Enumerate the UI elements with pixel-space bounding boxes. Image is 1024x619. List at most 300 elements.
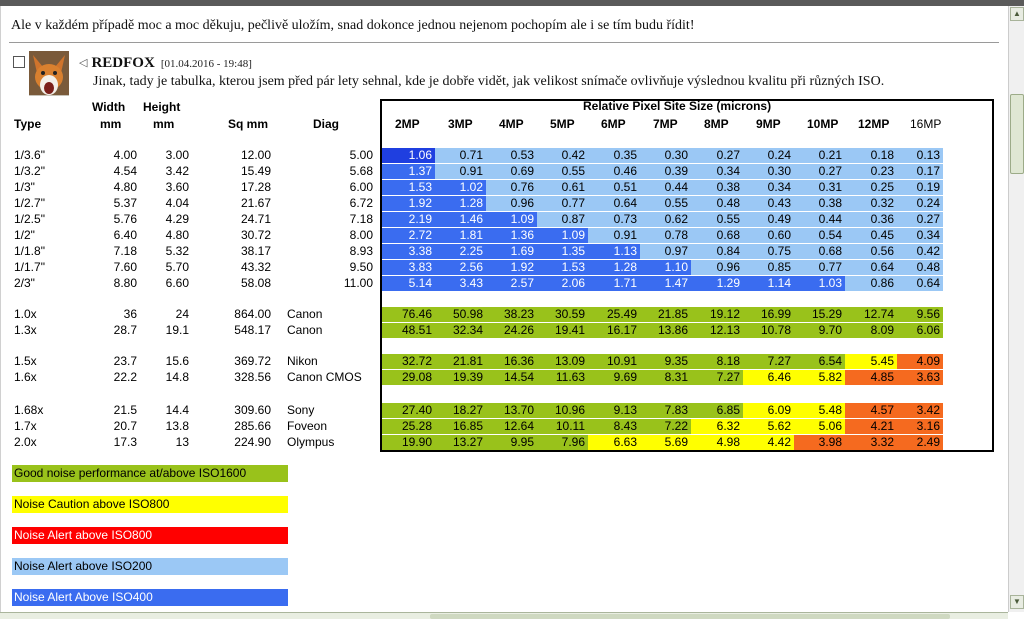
vertical-scrollbar[interactable] [1008,6,1024,612]
pixel-size-cell: 0.64 [588,196,640,211]
pixel-size-cell: 6.54 [794,354,845,369]
mp-header-7mp: 7MP [653,117,678,131]
row-diag: 5.68 [349,164,373,178]
row-sqmm: 43.32 [240,260,271,274]
pixel-size-cell: 0.75 [743,244,794,259]
row-diag: Foveon [287,419,328,433]
row-sqmm: 224.90 [234,435,271,449]
pixel-size-cell: 9.35 [640,354,691,369]
row-sqmm: 285.66 [234,419,271,433]
pixel-size-cell: 25.28 [382,419,435,434]
pixel-size-cell: 19.90 [382,435,435,450]
pixel-size-cell: 0.76 [486,180,537,195]
pixel-size-cell: 32.72 [382,354,435,369]
pixel-size-cell: 0.45 [845,228,897,243]
row-diag: Sony [287,403,315,417]
mp-header-10mp: 10MP [807,117,839,131]
pixel-size-cell: 1.71 [588,276,640,291]
pixel-size-cell: 16.85 [435,419,486,434]
row-width: 28.7 [113,323,137,337]
pixel-size-cell: 3.83 [382,260,435,275]
pixel-size-cell: 0.43 [743,196,794,211]
mp-header-6mp: 6MP [601,117,626,131]
col-header-height-unit: mm [153,117,175,131]
row-sqmm: 30.72 [240,228,271,242]
pixel-size-cell: 0.68 [691,228,743,243]
row-height: 13.8 [165,419,189,433]
pixel-size-cell: 7.27 [691,370,743,385]
col-header-diag: Diag [313,117,340,131]
pixel-size-cell: 9.13 [588,403,640,418]
pixel-size-cell: 0.55 [537,164,588,179]
row-type: 1.7x [14,419,37,433]
pixel-size-cell: 2.56 [435,260,486,275]
pixel-size-cell: 1.36 [486,228,537,243]
row-diag: 8.93 [349,244,373,258]
pixel-size-cell: 0.49 [743,212,794,227]
pixel-size-cell: 29.08 [382,370,435,385]
pixel-size-cell: 4.85 [845,370,897,385]
pixel-size-cell: 0.91 [435,164,486,179]
pixel-size-cell: 5.06 [794,419,845,434]
fox-avatar-icon [29,51,69,101]
pixel-size-cell: 19.39 [435,370,486,385]
pixel-size-cell: 4.57 [845,403,897,418]
pixel-size-cell: 7.22 [640,419,691,434]
pixel-size-cell: 3.16 [897,419,943,434]
pixel-size-cell: 0.30 [743,164,794,179]
pixel-size-cell: 6.06 [897,323,943,338]
row-type: 2/3" [14,276,35,290]
pixel-size-cell: 0.24 [897,196,943,211]
pixel-size-cell: 5.82 [794,370,845,385]
pixel-size-cell: 1.81 [435,228,486,243]
pixel-size-cell: 16.99 [743,307,794,322]
pixel-size-cell: 19.41 [537,323,588,338]
row-separator [382,386,993,402]
pixel-size-cell: 10.96 [537,403,588,418]
row-diag: Canon [287,323,323,337]
pixel-size-cell: 0.54 [794,228,845,243]
pixel-size-cell: 1.09 [486,212,537,227]
row-diag: 5.00 [349,148,373,162]
row-width: 36 [123,307,137,321]
row-sqmm: 21.67 [240,196,271,210]
pixel-size-cell: 8.18 [691,354,743,369]
row-width: 17.3 [113,435,137,449]
horizontal-scrollbar[interactable] [0,612,1008,619]
legend-item: Noise Alert Above ISO400 [12,589,288,606]
row-width: 4.80 [113,180,137,194]
row-height: 3.42 [165,164,189,178]
col-header-width-unit: mm [100,117,122,131]
reply-header [79,54,252,72]
pixel-size-cell: 3.63 [897,370,943,385]
pixel-size-cell: 1.29 [691,276,743,291]
pixel-size-cell: 16.17 [588,323,640,338]
scroll-up-icon[interactable]: ▲ [1010,7,1024,21]
legend-item: Noise Alert above ISO800 [12,527,288,544]
pixel-size-cell: 10.78 [743,323,794,338]
row-width: 7.18 [113,244,137,258]
pixel-size-cell: 0.35 [588,148,640,163]
pixel-size-cell: 7.83 [640,403,691,418]
row-height: 14.8 [165,370,189,384]
pixel-size-cell: 9.56 [897,307,943,322]
pixel-size-cell: 6.85 [691,403,743,418]
pixel-size-cell: 0.18 [845,148,897,163]
pixel-size-cell: 0.87 [537,212,588,227]
pixel-size-cell: 0.34 [743,180,794,195]
pixel-size-cell: 0.64 [845,260,897,275]
pixel-size-cell: 32.34 [435,323,486,338]
pixel-size-cell: 6.32 [691,419,743,434]
pixel-size-cell: 3.42 [897,403,943,418]
pixel-size-cell: 0.96 [691,260,743,275]
row-width: 21.5 [113,403,137,417]
pixel-size-cell: 21.81 [435,354,486,369]
pixel-size-cell: 0.77 [794,260,845,275]
col-header-type: Type [14,117,42,131]
pixel-size-cell: 1.53 [537,260,588,275]
pixel-size-cell: 1.03 [794,276,845,291]
pixel-size-cell: 0.17 [897,164,943,179]
row-sqmm: 24.71 [240,212,271,226]
pixel-size-cell: 1.46 [435,212,486,227]
pixel-size-cell: 0.23 [845,164,897,179]
author-name[interactable]: REDFOX [91,55,155,71]
pixel-size-cell: 0.38 [794,196,845,211]
row-diag: 6.72 [349,196,373,210]
pixel-size-cell: 10.91 [588,354,640,369]
pixel-size-cell: 9.69 [588,370,640,385]
row-width: 5.76 [113,212,137,226]
pixel-size-cell: 0.30 [640,148,691,163]
row-height: 13 [175,435,189,449]
row-height: 3.00 [165,148,189,162]
pixel-size-cell: 1.13 [588,244,640,259]
pixel-size-cell: 50.98 [435,307,486,322]
pixel-size-cell: 21.85 [640,307,691,322]
pixel-size-cell: 0.46 [588,164,640,179]
pixel-size-cell: 4.42 [743,435,794,450]
row-type: 1/2" [14,228,35,242]
pixel-size-cell: 1.92 [486,260,537,275]
pixel-size-cell: 0.55 [640,196,691,211]
row-height: 14.4 [165,403,189,417]
pixel-size-cell: 18.27 [435,403,486,418]
pixel-size-cell: 0.19 [897,180,943,195]
row-sqmm: 17.28 [240,180,271,194]
pixel-size-cell: 0.96 [486,196,537,211]
pixel-size-cell: 0.39 [640,164,691,179]
pixel-size-cell: 0.91 [588,228,640,243]
pixel-size-cell: 2.25 [435,244,486,259]
pixel-size-cell: 2.49 [897,435,943,450]
row-diag: 7.18 [349,212,373,226]
row-type: 1.3x [14,323,37,337]
row-diag: Canon CMOS [287,370,362,384]
pixel-size-cell: 7.96 [537,435,588,450]
row-sqmm: 864.00 [234,307,271,321]
pixel-size-cell: 0.78 [640,228,691,243]
pixel-size-cell: 9.70 [794,323,845,338]
col-header-height: Height [143,100,181,114]
mp-header-8mp: 8MP [704,117,729,131]
pixel-size-cell: 76.46 [382,307,435,322]
post-date: [01.04.2016 - 19:48] [160,58,252,70]
pixel-size-cell: 0.42 [537,148,588,163]
row-height: 4.29 [165,212,189,226]
pixel-size-cell: 1.06 [382,148,435,163]
row-separator [382,339,993,353]
pixel-size-cell: 13.09 [537,354,588,369]
pixel-size-cell: 0.64 [897,276,943,291]
pixel-size-cell: 8.43 [588,419,640,434]
pixel-size-cell: 30.59 [537,307,588,322]
pixel-size-cell: 0.97 [640,244,691,259]
pixel-size-cell: 3.32 [845,435,897,450]
row-type: 1/3.2" [14,164,45,178]
relative-pixel-header: Relative Pixel Site Size (microns) [583,99,772,113]
row-width: 4.00 [113,148,137,162]
pixel-size-cell: 5.45 [845,354,897,369]
pixel-size-cell: 4.21 [845,419,897,434]
row-type: 1.5x [14,354,37,368]
pixel-size-cell: 2.57 [486,276,537,291]
pixel-size-cell: 48.51 [382,323,435,338]
pixel-size-cell: 1.53 [382,180,435,195]
pixel-size-cell: 0.69 [486,164,537,179]
row-width: 5.37 [113,196,137,210]
row-type: 2.0x [14,435,37,449]
row-height: 5.32 [165,244,189,258]
row-diag: Canon [287,307,323,321]
pixel-size-cell: 0.71 [435,148,486,163]
pixel-size-cell: 6.63 [588,435,640,450]
pixel-size-cell: 19.12 [691,307,743,322]
pixel-size-cell: 3.98 [794,435,845,450]
pixel-size-cell: 13.86 [640,323,691,338]
pixel-size-cell: 0.25 [845,180,897,195]
row-width: 4.54 [113,164,137,178]
col-header-width: Width [92,100,126,114]
post-divider [9,42,999,43]
row-width: 6.40 [113,228,137,242]
reply-text: Jinak, tady je tabulka, kterou jsem před pár lety sehnal, kde je dobře vidět, jak velikost snímače ovlivňuje výslednou kvalitu při různých ISO. [93,74,885,89]
pixel-size-cell: 15.29 [794,307,845,322]
scroll-down-icon[interactable]: ▼ [1010,595,1024,609]
pixel-size-cell: 0.51 [588,180,640,195]
row-separator [382,292,993,306]
row-type: 1.6x [14,370,37,384]
pixel-size-cell: 6.46 [743,370,794,385]
mp-header-12mp: 12MP [858,117,890,131]
user-avatar[interactable] [29,51,69,101]
legend-item: Noise Alert above ISO200 [12,558,288,575]
row-height: 3.60 [165,180,189,194]
pixel-size-cell: 2.72 [382,228,435,243]
row-type: 1/3.6" [14,148,45,162]
pixel-size-cell: 0.53 [486,148,537,163]
pixel-size-cell: 10.11 [537,419,588,434]
row-height: 19.1 [165,323,189,337]
pixel-size-cell: 0.24 [743,148,794,163]
legend-item: Noise Caution above ISO800 [12,496,288,513]
pixel-size-cell: 0.77 [537,196,588,211]
row-diag: Olympus [287,435,335,449]
pixel-size-cell: 8.31 [640,370,691,385]
mp-header-2mp: 2MP [395,117,420,131]
mp-header-4mp: 4MP [499,117,524,131]
row-type: 1.0x [14,307,37,321]
pixel-size-cell: 13.70 [486,403,537,418]
pixel-size-cell: 5.62 [743,419,794,434]
row-height: 4.04 [165,196,189,210]
pixel-size-cell: 0.48 [897,260,943,275]
pixel-size-cell: 1.28 [588,260,640,275]
pixel-size-cell: 0.73 [588,212,640,227]
pixel-size-cell: 1.14 [743,276,794,291]
pixel-size-cell: 0.85 [743,260,794,275]
pixel-size-cell: 12.64 [486,419,537,434]
row-sqmm: 548.17 [234,323,271,337]
pixel-size-cell: 3.38 [382,244,435,259]
pixel-size-cell: 11.63 [537,370,588,385]
row-height: 4.80 [165,228,189,242]
mp-header-16mp: 16MP [910,117,942,131]
pixel-size-cell: 12.74 [845,307,897,322]
pixel-size-cell: 25.49 [588,307,640,322]
select-checkbox[interactable] [13,56,25,68]
pixel-size-cell: 1.10 [640,260,691,275]
row-sqmm: 369.72 [234,354,271,368]
mp-header-3mp: 3MP [448,117,473,131]
pixel-size-cell: 24.26 [486,323,537,338]
row-sqmm: 12.00 [240,148,271,162]
pixel-size-cell: 0.84 [691,244,743,259]
mp-header-9mp: 9MP [756,117,781,131]
pixel-size-cell: 0.13 [897,148,943,163]
pixel-size-cell: 0.62 [640,212,691,227]
pixel-size-cell: 1.92 [382,196,435,211]
pixel-size-cell: 0.21 [794,148,845,163]
pixel-size-cell: 5.14 [382,276,435,291]
pixel-size-cell: 0.27 [794,164,845,179]
row-height: 24 [175,307,189,321]
pixel-size-cell: 0.32 [845,196,897,211]
pixel-size-cell: 0.27 [897,212,943,227]
pixel-size-cell: 38.23 [486,307,537,322]
pixel-size-cell: 27.40 [382,403,435,418]
horizontal-scroll-thumb[interactable] [430,614,950,619]
row-type: 1/1.8" [14,244,45,258]
pixel-size-cell: 0.27 [691,148,743,163]
row-width: 23.7 [113,354,137,368]
col-header-sqmm: Sq mm [228,117,269,131]
row-type: 1/2.5" [14,212,45,226]
pixel-size-cell: 5.69 [640,435,691,450]
pixel-size-cell: 0.42 [897,244,943,259]
pixel-size-cell: 1.35 [537,244,588,259]
row-diag: 9.50 [349,260,373,274]
row-diag: 6.00 [349,180,373,194]
pixel-size-cell: 16.36 [486,354,537,369]
sensor-size-table [8,96,998,613]
row-sqmm: 58.08 [240,276,271,290]
pixel-size-cell: 9.95 [486,435,537,450]
row-type: 1.68x [14,403,44,417]
row-sqmm: 15.49 [240,164,271,178]
row-type: 1/3" [14,180,35,194]
pixel-size-cell: 4.09 [897,354,943,369]
row-height: 6.60 [165,276,189,290]
row-width: 22.2 [113,370,137,384]
pixel-size-cell: 0.31 [794,180,845,195]
reply-arrow-icon[interactable]: ◁ [79,57,88,69]
pixel-size-cell: 7.27 [743,354,794,369]
pixel-size-cell: 4.98 [691,435,743,450]
pixel-size-cell: 0.48 [691,196,743,211]
pixel-size-cell: 0.56 [845,244,897,259]
row-sqmm: 309.60 [234,403,271,417]
pixel-size-cell: 0.68 [794,244,845,259]
row-diag: 8.00 [349,228,373,242]
pixel-size-cell: 0.55 [691,212,743,227]
pixel-size-cell: 3.43 [435,276,486,291]
pixel-size-cell: 2.06 [537,276,588,291]
pixel-size-cell: 0.36 [845,212,897,227]
legend-item: Good noise performance at/above ISO1600 [12,465,288,482]
row-width: 7.60 [113,260,137,274]
pixel-size-cell: 14.54 [486,370,537,385]
pixel-size-cell: 1.47 [640,276,691,291]
scroll-thumb[interactable] [1010,94,1024,174]
row-height: 5.70 [165,260,189,274]
pixel-size-cell: 1.37 [382,164,435,179]
pixel-size-cell: 0.44 [794,212,845,227]
pixel-size-cell: 0.61 [537,180,588,195]
pixel-size-cell: 1.69 [486,244,537,259]
row-diag: Nikon [287,354,318,368]
pixel-size-cell: 2.19 [382,212,435,227]
row-sqmm: 38.17 [240,244,271,258]
row-type: 1/1.7" [14,260,45,274]
previous-post-text: Ale v každém případě moc a moc děkuju, pečlivě uložím, snad dokonce jednou nejenom pochopím ale i se tím budu řídit! [11,18,695,33]
row-diag: 11.00 [343,276,373,290]
pixel-size-cell: 6.09 [743,403,794,418]
pixel-size-cell: 1.02 [435,180,486,195]
pixel-size-cell: 12.13 [691,323,743,338]
pixel-size-cell: 8.09 [845,323,897,338]
row-width: 8.80 [113,276,137,290]
pixel-size-cell: 13.27 [435,435,486,450]
pixel-size-cell: 1.09 [537,228,588,243]
pixel-size-cell: 0.34 [691,164,743,179]
pixel-size-cell: 0.86 [845,276,897,291]
mp-header-5mp: 5MP [550,117,575,131]
pixel-size-cell: 0.38 [691,180,743,195]
row-sqmm: 328.56 [234,370,271,384]
pixel-size-cell: 5.48 [794,403,845,418]
row-height: 15.6 [165,354,189,368]
row-type: 1/2.7" [14,196,45,210]
pixel-size-cell: 1.28 [435,196,486,211]
pixel-size-cell: 0.44 [640,180,691,195]
pixel-size-cell: 0.60 [743,228,794,243]
pixel-size-cell: 0.34 [897,228,943,243]
row-width: 20.7 [113,419,137,433]
